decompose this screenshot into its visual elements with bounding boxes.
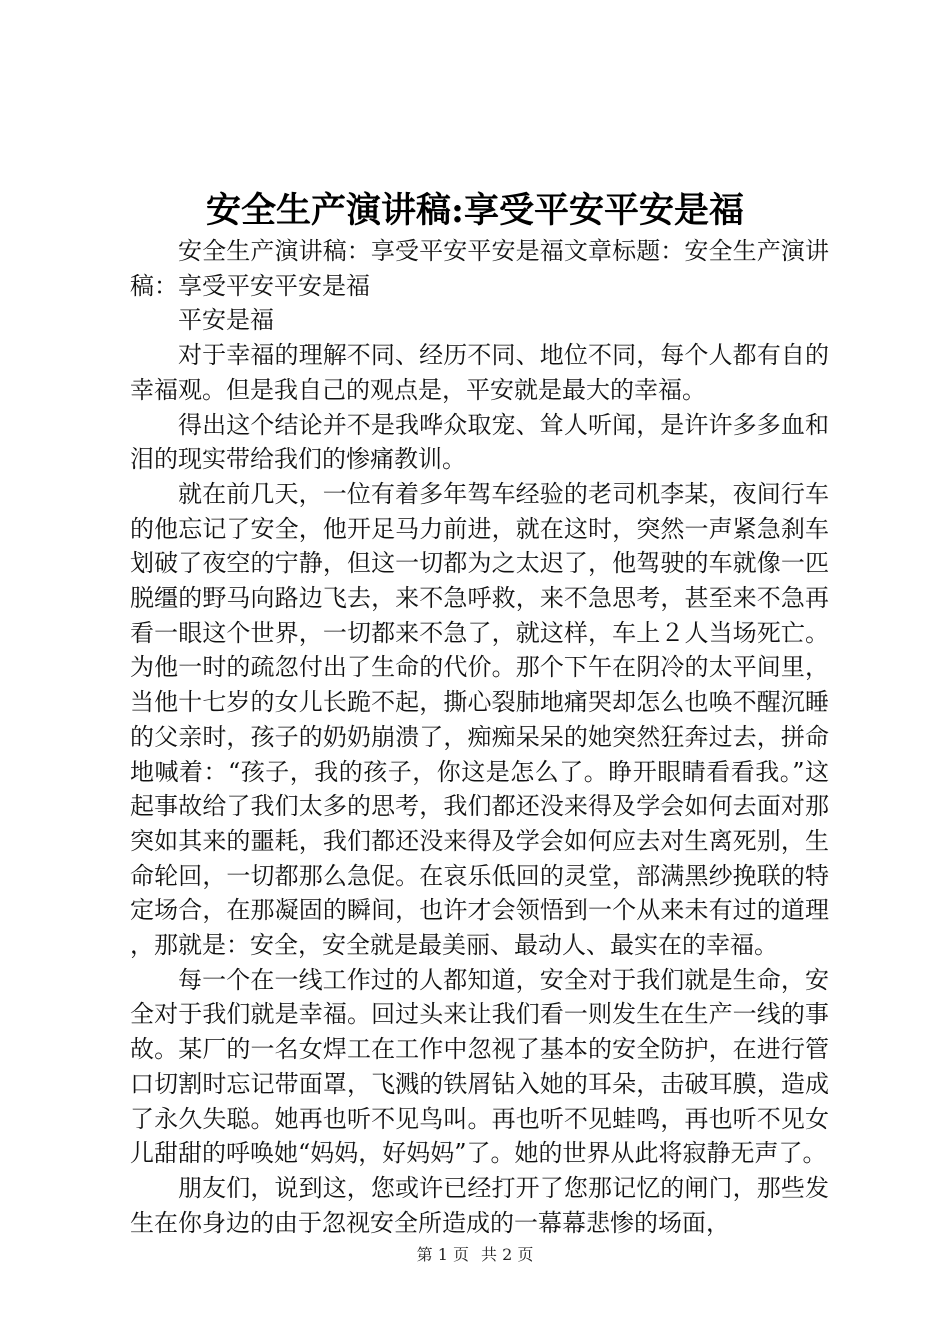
paragraph-subtitle: 平安是福 — [178, 306, 274, 335]
paragraph-conclusion: 得出这个结论并不是我哗众取宠、耸人听闻，是许许多多血和泪的现实带给我们的惨痛教训。 — [130, 410, 829, 474]
paragraph-intro: 安全生产演讲稿：享受平安平安是福文章标题：安全生产演讲稿：享受平安平安是福 — [130, 237, 829, 300]
paragraph-happiness-view: 对于幸福的理解不同、经历不同、地位不同，每个人都有自的幸福观。但是我自己的观点是，平安就是最大的幸福。 — [130, 341, 829, 404]
paragraph-friends: 朋友们，说到这，您或许已经打开了您那记忆的闸门，那些发生在你身边的由于忽视安全所造成的一幕幕悲惨的场面， — [130, 1173, 829, 1237]
paragraph-welder-accident: 每一个在一线工作过的人都知道，安全对于我们就是生命，安全对于我们就是幸福。回过头来让我们看一则发生在生产一线的事故。某厂的一名女焊工在工作中忽视了基本的安全防护，在进行管口切割时忘记带面罩，飞溅的铁屑钻入她的耳朵，击破耳膜，造成了永久失聪。她再也听不见鸟叫。再也听不见蛙鸣，再也听不见女儿甜甜的呼唤她“妈妈，好妈妈”了。她的世界从此将寂静无声了。 — [130, 965, 829, 1168]
page-footer — [0, 1243, 950, 1267]
page-number: 第 1 页 — [416, 1245, 469, 1264]
document-title: 安全生产演讲稿:享受平安平安是福 — [206, 190, 744, 231]
document-body — [130, 234, 829, 1240]
paragraph-driver-accident: 就在前几天，一位有着多年驾车经验的老司机李某，夜间行车的他忘记了安全，他开足马力前进，就在这时，突然一声紧急刹车划破了夜空的宁静，但这一切都为之太迟了，他驾驶的车就像一匹脱缰的野马向路边飞去，来不急呼救，来不急思考，甚至来不急再看一眼这个世界，一切都来不急了，就这样，车上２人当场死亡。为他一时的疏忽付出了生命的代价。那个下午在阴冷的太平间里，当他十七岁的女儿长跪不起，撕心裂肺地痛哭却怎么也唤不醒沉睡的父亲时，孩子的奶奶崩溃了，痴痴呆呆的她突然狂奔过去，拼命地喊着：“孩子，我的孩子，你这是怎么了。睁开眼睛看看我。”这起事故给了我们太多的思考，我们都还没来得及学会如何去面对那突如其来的噩耗，我们都还没来得及学会如何应去对生离死别，生命轮回，一切都那么急促。在哀乐低回的灵堂，部满黑纱挽联的特定场合，在那凝固的瞬间，也许才会领悟到一个从来未有过的道理，那就是：安全，安全就是最美丽、最动人、最实在的幸福。 — [130, 479, 829, 960]
page-total: 共 2 页 — [481, 1245, 534, 1264]
